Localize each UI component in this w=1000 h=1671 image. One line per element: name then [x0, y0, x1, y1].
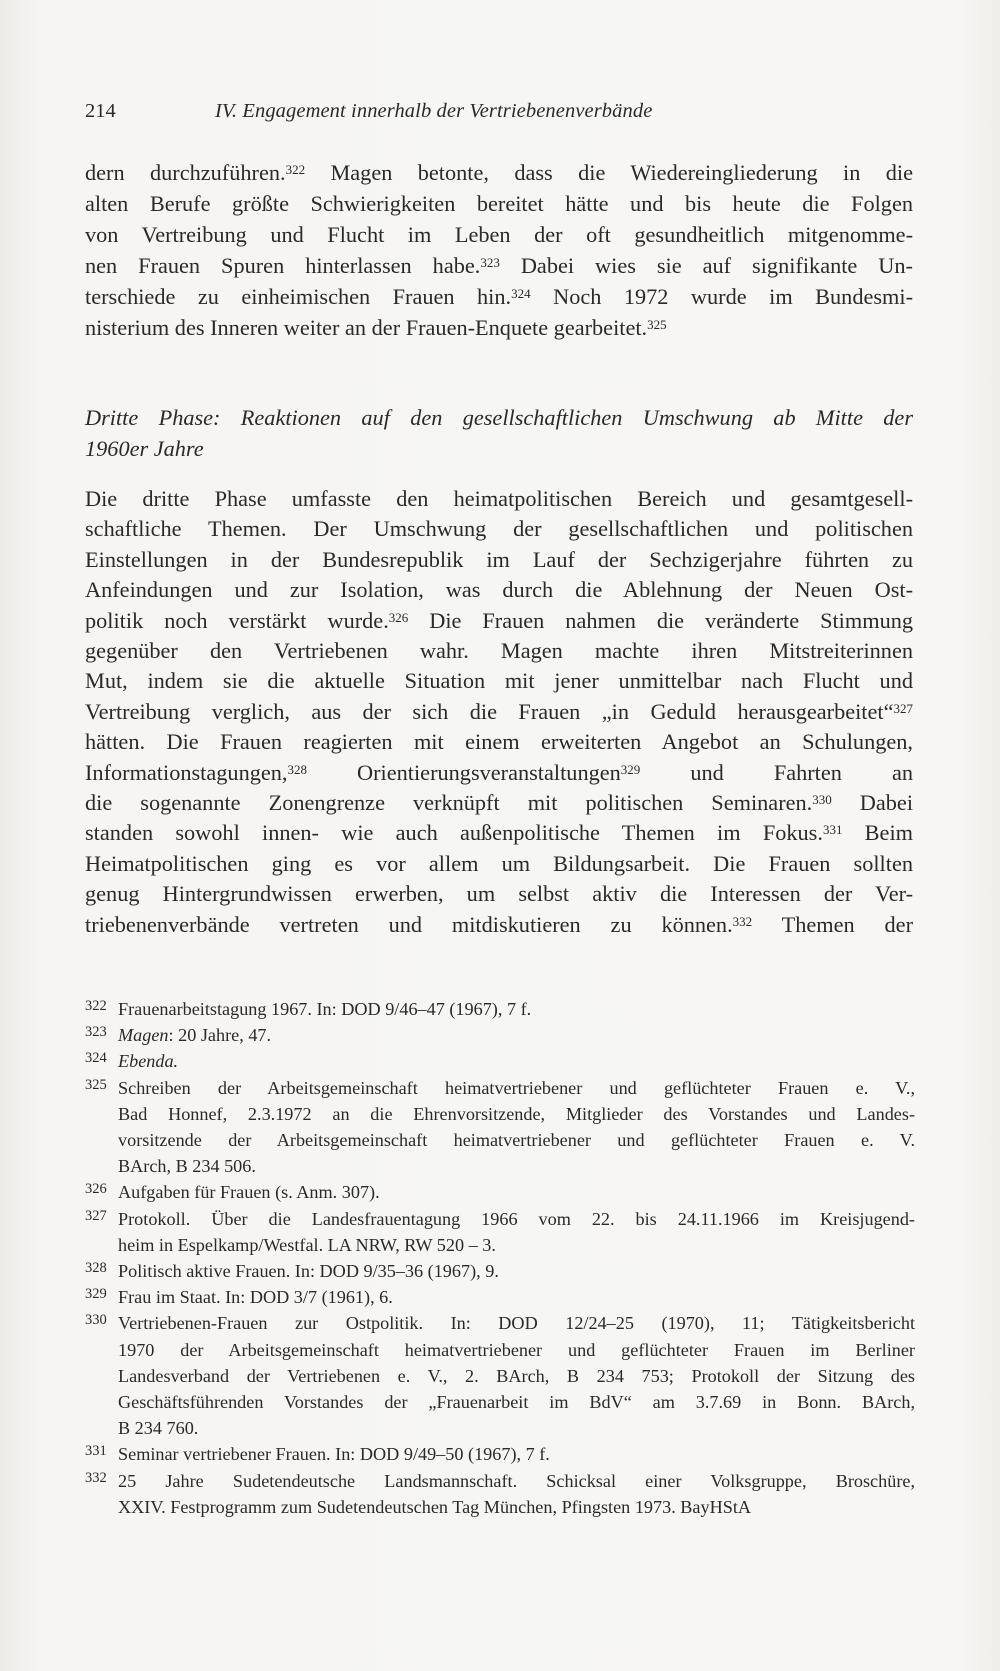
- text-run: nen Frauen Spuren hinterlassen habe.: [85, 252, 481, 278]
- text-line: [85, 910, 913, 940]
- footnote-text: BArch, B 234 506.: [118, 1156, 256, 1177]
- text-line: [85, 758, 913, 788]
- text-run: Noch 1972 wurde im Bundesmi-: [530, 283, 914, 309]
- text-line: [85, 282, 913, 313]
- footnote-number: 322: [85, 998, 107, 1014]
- footnote-line: [118, 1258, 915, 1284]
- text-line: Mut, indem sie die aktuelle Situation mit jener unmittelbar nach Flucht und: [85, 668, 913, 694]
- footnote-line: [118, 1415, 915, 1441]
- text-line: Einstellungen in der Bundesrepublik im Lauf der Sechzigerjahre führten zu: [85, 546, 913, 572]
- footnote: [85, 1048, 915, 1074]
- text-line: hätten. Die Frauen reagierten mit einem erweiterten Angebot an Schulungen,: [85, 729, 913, 755]
- text-line: Anfeindungen und zur Isolation, was durch die Ablehnung der Neuen Ost-: [85, 577, 913, 603]
- footnote-ref: 326: [388, 609, 409, 625]
- running-header: [85, 94, 915, 128]
- footnote-text: Frauenarbeitstagung 1967. In: DOD 9/46–47 (1967), 7 f.: [118, 999, 532, 1019]
- running-title: IV. Engagement innerhalb der Vertriebenenverbände: [215, 100, 653, 122]
- footnote: [85, 1075, 915, 1180]
- heading-line: 1960er Jahre: [85, 436, 204, 461]
- footnote-number: 327: [85, 1207, 107, 1224]
- footnote-ref: 324: [511, 285, 531, 301]
- footnote-text: Geschäftsführenden Vorstandes der „Frauenarbeit im BdV“ am 3.7.69 in Bonn. BArch,: [118, 1392, 915, 1413]
- text-run: triebenenverbände vertreten und mitdiskutieren zu können.: [85, 911, 733, 937]
- footnote-number: 330: [85, 1312, 107, 1329]
- footnote-line: [118, 1310, 915, 1336]
- footnote-text: B 234 760.: [118, 1418, 199, 1439]
- footnote-text: Protokoll. Über die Landesfrauentagung 1966 vom 22. bis 24.11.1966 im Kreisjugend-: [118, 1208, 915, 1229]
- text-run: terschiede zu einheimischen Frauen hin.: [85, 283, 512, 309]
- footnote-line: [118, 1179, 915, 1205]
- text-line: von Vertreibung und Flucht im Leben der oft gesundheitlich mitgenomme-: [85, 221, 913, 247]
- text-run: nisterium des Inneren weiter an der Frauen-Enquete gearbeitet.: [85, 314, 648, 340]
- footnote-ref: 323: [480, 254, 500, 270]
- footnote-number: 328: [85, 1260, 107, 1277]
- text-line: [85, 313, 913, 344]
- footnote-text: heim in Espelkamp/Westfal. LA NRW, RW 520 – 3.: [118, 1234, 496, 1255]
- footnote-line: [118, 1337, 915, 1363]
- footnote-line: [118, 1441, 915, 1467]
- footnote-ref: 328: [287, 761, 307, 777]
- footnote: [85, 1284, 915, 1310]
- text-run: Dabei: [831, 790, 914, 816]
- footnote-number: 329: [85, 1286, 107, 1303]
- footnote-text: vorsitzende der Arbeitsgemeinschaft heimatvertriebener und geflüchteter Frauen e. V.: [118, 1130, 915, 1151]
- footnote-line: [118, 1101, 915, 1127]
- footnote-italic: Ebenda.: [118, 1051, 179, 1072]
- text-line: [85, 158, 913, 189]
- footnote-line: [118, 1494, 915, 1520]
- text-run: Beim: [842, 820, 913, 846]
- footnote-text: Schreiben der Arbeitsgemeinschaft heimatvertriebener und geflüchteter Frauen e. V.,: [118, 1077, 915, 1098]
- text-run: Vertreibung verglich, aus der sich die Frauen „in Geduld herausgearbeitet“: [85, 698, 894, 724]
- paragraph-third-phase: [85, 484, 913, 940]
- footnote-ref: 322: [285, 162, 306, 177]
- paragraph-continuation: [85, 158, 913, 343]
- footnote-line: [118, 1232, 915, 1258]
- footnote-text: : 20 Jahre, 47.: [168, 1025, 272, 1046]
- footnote-text: XXIV. Festprogramm zum Sudetendeutschen Tag München, Pfingsten 1973. BayHStA: [118, 1496, 752, 1517]
- footnote-line: [118, 1206, 915, 1232]
- footnote-text: 25 Jahre Sudetendeutsche Landsmannschaft. Schicksal einer Volksgruppe, Broschüre,: [118, 1470, 915, 1491]
- footnote-line: [118, 1389, 915, 1415]
- footnote-number: 323: [85, 1024, 107, 1041]
- text-line: [85, 251, 913, 282]
- footnote-text: Vertriebenen-Frauen zur Ostpolitik. In: DOD 12/24–25 (1970), 11; Tätigkeitsbericht: [118, 1313, 915, 1334]
- footnote: [85, 1206, 915, 1258]
- footnote-italic: Magen: [118, 1025, 169, 1046]
- text-run: Informationstagungen,: [85, 759, 288, 785]
- section-heading: [85, 402, 913, 464]
- footnote-line: [118, 1363, 915, 1389]
- footnote-number: 331: [85, 1443, 107, 1460]
- footnotes: [85, 996, 915, 1520]
- footnote-line: [118, 1022, 915, 1048]
- text-line: Heimatpolitischen ging es vor allem um Bildungsarbeit. Die Frauen sollten: [85, 850, 913, 876]
- text-run: politik noch verstärkt wurde.: [85, 607, 389, 633]
- text-line: [85, 818, 913, 848]
- footnote-number: 332: [85, 1469, 107, 1486]
- footnote-ref: 332: [732, 913, 753, 929]
- text-run: dern durchzuführen.: [85, 160, 286, 185]
- footnote-text: Landesverband der Vertriebenen e. V., 2. BArch, B 234 753; Protokoll der Sitzung des: [118, 1365, 915, 1386]
- footnote: [85, 996, 915, 1022]
- footnote-line: [118, 1048, 915, 1074]
- text-line: genug Hintergrundwissen erwerben, um selbst aktiv die Interessen der Ver-: [85, 881, 913, 907]
- text-run: die sogenannte Zonengrenze verknüpft mit politischen Seminaren.: [85, 790, 813, 816]
- footnote-ref: 327: [893, 700, 913, 716]
- text-run: Magen betonte, dass die Wiedereingliederung in die: [305, 160, 913, 185]
- footnote-ref: 331: [822, 822, 843, 838]
- footnote-line: [118, 1127, 915, 1153]
- footnote-text: Bad Honnef, 2.3.1972 an die Ehrenvorsitzende, Mitglieder des Vorstandes und Landes-: [118, 1103, 915, 1124]
- heading-line: Dritte Phase: Reaktionen auf den gesellschaftlichen Umschwung ab Mitte der: [85, 405, 913, 430]
- footnote: [85, 1022, 915, 1048]
- text-line: gegenüber den Vertriebenen wahr. Magen machte ihren Mitstreiterinnen: [85, 638, 913, 664]
- footnote: [85, 1441, 915, 1467]
- text-run: und Fahrten an: [640, 759, 914, 785]
- footnote-line: [118, 996, 915, 1022]
- footnote-text: Politisch aktive Frauen. In: DOD 9/35–36 (1967), 9.: [118, 1261, 499, 1282]
- footnote-line: [118, 1284, 915, 1310]
- footnote-text: Aufgaben für Frauen (s. Anm. 307).: [118, 1182, 380, 1203]
- footnote-ref: 329: [620, 761, 641, 777]
- footnote: [85, 1179, 915, 1205]
- text-run: Die Frauen nahmen die veränderte Stimmung: [408, 607, 914, 633]
- footnote: [85, 1468, 915, 1520]
- footnote: [85, 1310, 915, 1441]
- text-line: [85, 606, 913, 636]
- footnote-number: 324: [85, 1050, 107, 1067]
- text-run: Dabei wies sie auf signifikante Un-: [499, 252, 913, 278]
- text-line: [85, 788, 913, 818]
- footnote-text: Seminar vertriebener Frauen. In: DOD 9/49–50 (1967), 7 f.: [118, 1444, 550, 1465]
- footnote-text: Frau im Staat. In: DOD 3/7 (1961), 6.: [118, 1287, 393, 1308]
- footnote-ref: 325: [647, 316, 667, 332]
- footnote-line: [118, 1075, 915, 1101]
- text-line: Die dritte Phase umfasste den heimatpolitischen Bereich und gesamtgesell-: [85, 486, 913, 511]
- text-line: [85, 697, 913, 727]
- page-number: 214: [85, 100, 116, 122]
- footnote-number: 326: [85, 1181, 107, 1198]
- footnote-text: 1970 der Arbeitsgemeinschaft heimatvertriebener und geflüchteter Frauen im Berliner: [118, 1339, 915, 1360]
- footnote-number: 325: [85, 1076, 107, 1093]
- footnote-ref: 330: [812, 792, 832, 808]
- text-run: Themen der: [752, 911, 913, 937]
- text-run: Orientierungsveranstaltungen: [306, 759, 621, 785]
- footnote: [85, 1258, 915, 1284]
- text-line: alten Berufe größte Schwierigkeiten bereitet hätte und bis heute die Folgen: [85, 190, 913, 216]
- text-line: schaftliche Themen. Der Umschwung der gesellschaftlichen und politischen: [85, 516, 913, 542]
- text-run: standen sowohl innen- wie auch außenpolitische Themen im Fokus.: [85, 820, 823, 846]
- footnote-line: [118, 1468, 915, 1494]
- footnote-line: [118, 1153, 915, 1179]
